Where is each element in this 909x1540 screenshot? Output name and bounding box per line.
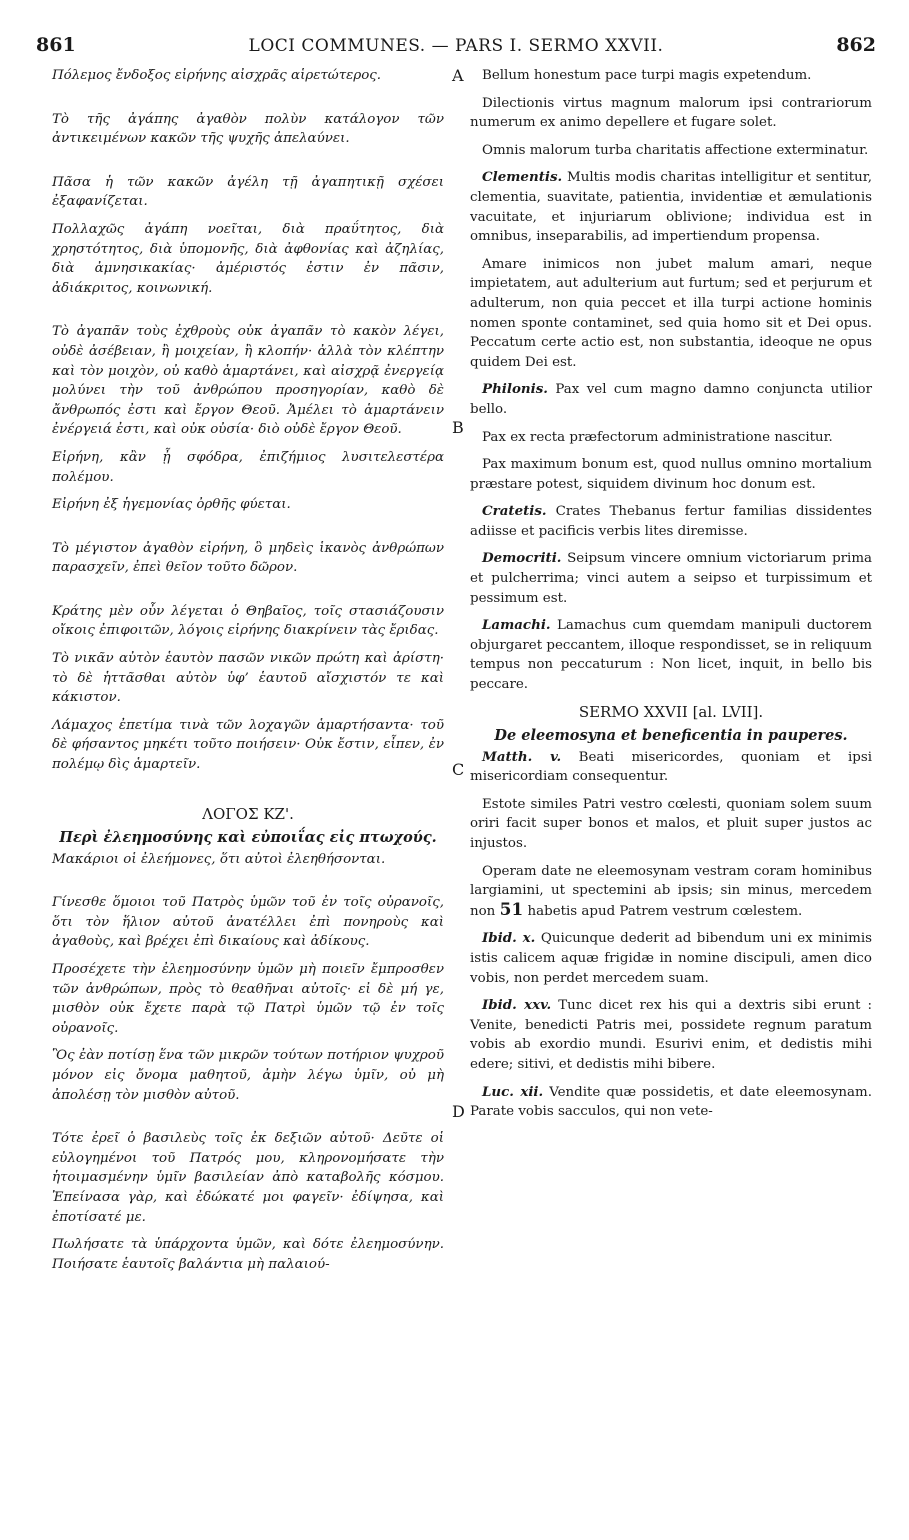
latin-text: Pax vel cum magno damno conjuncta utilior bello. (470, 382, 872, 417)
greek-paragraph: Τὸ ἀγαπᾶν τοὺς ἐχθροὺς οὐκ ἀγαπᾶν τὸ κακὸν λέγει, οὐδὲ ἀσέβειαν, ἢ μοιχείαν, ἢ κλοπήν· ἀλλὰ τὸν κλέπτην καὶ τὸν μοιχὸν, οὐ καθὸ ἁμαρτάνει, καὶ αἰσχρᾷ ἐνεργείᾳ μολύνει τὴν τοῦ ἀνθρώπου προσηγορίαν, καθὸ δὲ ἄνθρωπός ἐστι καὶ ἔργον Θεοῦ. Ἀμέλει τὸ ἁμαρτάνειν ἐνέργειά ἐστι, καὶ οὐκ οὐσία· διὸ οὐδὲ ἔργον Θεοῦ. (52, 324, 444, 438)
page-number-right: 862 (836, 34, 876, 56)
greek-paragraph: Πολλαχῶς ἀγάπη νοεῖται, διὰ πραΰτητος, διὰ χρηστότητος, διὰ ὑπομονῆς, διὰ ἀφθονίας καὶ ἀζηλίας, διὰ ἀμνησικακίας· ἀμέριστός ἐστιν ἐν πᾶσιν, ἀδιάκριτος, κοινωνική. (52, 221, 444, 296)
latin-paragraph (470, 502, 872, 541)
greek-column (52, 66, 444, 1282)
latin-paragraph (470, 616, 872, 694)
greek-section-subtitle: Περὶ ἐλεημοσύνης καὶ εὐποιΐας εἰς πτωχούς. (59, 828, 437, 846)
greek-paragraph: Μακάριοι οἱ ἐλεήμονες, ὅτι αὐτοὶ ἐλεηθήσονται. (52, 851, 386, 867)
marginal-number: 51 (499, 899, 524, 920)
latin-paragraph (470, 929, 872, 988)
greek-paragraph: Πόλεμος ἔνδοξος εἰρήνης αἰσχρᾶς αἱρετώτερος. (52, 68, 382, 83)
latin-text: Tunc dicet rex his qui a dextris sibi erunt : Venite, benedicti Patris mei, possidete regnum paratum vobis ab exordio mundi. Esurivi enim, et dedistis mihi edere; sitivi, et dedistis mihi bibere. (470, 998, 873, 1072)
source-attribution: Lamachi. (482, 617, 551, 634)
latin-paragraph (470, 1083, 872, 1122)
greek-paragraph: Προσέχετε τὴν ἐλεημοσύνην ὑμῶν μὴ ποιεῖν ἔμπροσθεν τῶν ἀνθρώπων, πρὸς τὸ θεαθῆναι αὐτοῖς· εἰ δὲ μή γε, μισθὸν οὐκ ἔχετε παρὰ τῷ Πατρὶ ὑμῶν τῷ ἐν τοῖς οὐρανοῖς. (52, 962, 444, 1036)
greek-paragraph: Πᾶσα ἡ τῶν κακῶν ἀγέλη τῇ ἀγαπητικῇ σχέσει ἐξαφανίζεται. (52, 174, 444, 210)
latin-text: Seipsum vincere omnium victoriarum prima et pulcherrima; vinci autem a seipso et turpissimum et pessimum est. (470, 551, 873, 606)
latin-text: habetis apud Patrem vestrum cœlestem. (527, 903, 803, 919)
source-attribution: Cratetis. (482, 503, 547, 520)
greek-paragraph: Ὃς ἐὰν ποτίσῃ ἕνα τῶν μικρῶν τούτων ποτήριον ψυχροῦ μόνον εἰς ὄνομα μαθητοῦ, ἀμὴν λέγω ὑμῖν, οὐ μὴ ἀπολέσῃ τὸν μισθὸν αὐτοῦ. (52, 1048, 444, 1103)
source-attribution: Democriti. (482, 550, 562, 567)
source-attribution: Matth. v. (482, 748, 562, 765)
latin-text: Multis modis charitas intelligitur et sentitur, clementia, suavitate, patientia, invidentiæ et æmulationis vacuitate, et injuriarum oblivione; individua est in omnibus, inseparabilis, ad impertiendum propensa. (470, 170, 872, 245)
latin-paragraph (470, 168, 872, 246)
greek-paragraph: Τὸ νικᾶν αὐτὸν ἑαυτὸν πασῶν νικῶν πρώτη καὶ ἀρίστη· τὸ δὲ ἡττᾶσθαι αὐτὸν ὑφ’ ἑαυτοῦ αἴσχιστόν τε καὶ κάκιστον. (52, 651, 444, 706)
latin-column (470, 66, 872, 1130)
latin-text: Crates Thebanus fertur familias dissidentes adiisse et pacificis verbis lites diremisse. (470, 504, 872, 539)
latin-paragraph (470, 748, 872, 787)
latin-paragraph: Dilectionis virtus magnum malorum ipsi contrariorum numerum ex animo depellere et fugare solet. (470, 95, 872, 131)
latin-text: Vendite quæ possidetis, et date eleemosynam. Parate vobis sacculos, qui non vete- (470, 1084, 872, 1120)
latin-paragraph (470, 549, 872, 608)
greek-paragraph: Πωλήσατε τὰ ὑπάρχοντα ὑμῶν, καὶ δότε ἐλεημοσύνην. Ποιήσατε ἑαυτοῖς βαλάντια μὴ παλαιού- (52, 1237, 444, 1272)
latin-paragraph (470, 996, 872, 1074)
source-attribution: Luc. xii. (482, 1083, 544, 1100)
latin-paragraph: Omnis malorum turba charitatis affectione exterminatur. (482, 142, 869, 158)
source-attribution: Ibid. x. (482, 930, 536, 947)
margin-letter-d: D (452, 1102, 465, 1121)
latin-section-subtitle: De eleemosyna et beneficentia in pauperes. (494, 726, 848, 744)
latin-text: Beati misericordes, quoniam et ipsi misericordiam consequentur. (470, 749, 872, 785)
greek-paragraph: Εἰρήνη ἐξ ἡγεμονίας ὀρθῆς φύεται. (52, 497, 291, 513)
latin-paragraph: Bellum honestum pace turpi magis expetendum. (482, 68, 812, 83)
greek-paragraph: Τὸ μέγιστον ἀγαθὸν εἰρήνη, ὃ μηδεὶς ἱκανὸς ἀνθρώπων παρασχεῖν, ἐπεὶ θεῖον τοῦτο δῶρον. (52, 540, 444, 576)
source-attribution: Ibid. xxv. (482, 997, 552, 1014)
greek-paragraph: Λάμαχος ἐπετίμα τινὰ τῶν λοχαγῶν ἁμαρτήσαντα· τοῦ δὲ φήσαντος μηκέτι τοῦτο ποιήσειν· Οὐκ ἔστιν, εἶπεν, ἐν πολέμῳ δὶς ἁμαρτεῖν. (52, 717, 444, 773)
latin-text: Operam date ne eleemosynam vestram coram hominibus largiamini, ut spectemini ab ipsis; sin minus, mercedem non (470, 863, 872, 919)
greek-paragraph: Κράτης μὲν οὖν λέγεται ὁ Θηβαῖος, τοῖς στασιάζουσιν οἴκοις ἐπιφοιτῶν, λόγοις εἰρήνης διακρίνειν τὰς ἔριδας. (52, 603, 444, 639)
greek-paragraph: Τὸ τῆς ἀγάπης ἀγαθὸν πολὺν κατάλογον τῶν ἀντικειμένων κακῶν τῆς ψυχῆς ἀπελαύνει. (52, 111, 444, 147)
margin-letter-a: A (452, 66, 464, 85)
greek-paragraph: Γίνεσθε ὅμοιοι τοῦ Πατρὸς ὑμῶν τοῦ ἐν τοῖς οὐρανοῖς, ὅτι τὸν ἥλιον αὐτοῦ ἀνατέλλει ἐπὶ πονηροὺς καὶ ἀγαθοὺς, καὶ βρέχει ἐπὶ δικαίους καὶ ἀδίκους. (52, 895, 444, 950)
margin-letter-c: C (452, 760, 465, 779)
page-header (36, 34, 876, 62)
source-attribution: Philonis. (482, 381, 548, 398)
margin-letter-b: B (452, 418, 464, 437)
latin-paragraph: Pax maximum bonum est, quod nullus omnino mortalium præstare potest, siquidem divinum hoc donum est. (470, 457, 872, 492)
source-attribution: Clementis. (482, 169, 563, 186)
latin-paragraph (470, 862, 872, 922)
latin-paragraph (470, 380, 872, 419)
greek-paragraph: Τότε ἐρεῖ ὁ βασιλεὺς τοῖς ἐκ δεξιῶν αὐτοῦ· Δεῦτε οἱ εὐλογημένοι τοῦ Πατρός μου, κληρονομήσατε τὴν ἡτοιμασμένην ὑμῖν βασιλείαν ἀπὸ καταβολῆς κόσμου. Ἐπείνασα γὰρ, καὶ ἐδώκατέ μοι φαγεῖν· ἐδίψησα, καὶ ἐποτίσατέ με. (52, 1131, 444, 1225)
latin-paragraph: Amare inimicos non jubet malum amari, neque impietatem, aut adulterium aut furtum; sed et perjurum et adulterum, non quia peccet et illa turpi actione hominis nomen sponte contaminet, sed quia homo sit et Dei opus. Peccatum certe actio est, non substantia, ideoque ne opus quidem Dei est. (470, 256, 872, 370)
greek-section-heading: ΛΟΓΟΣ ΚΖ'. (202, 804, 294, 823)
greek-paragraph: Εἰρήνη, κἂν ᾖ σφόδρα, ἐπιζήμιος λυσιτελεστέρα πολέμου. (52, 449, 444, 485)
latin-text: Quicunque dederit ad bibendum uni ex minimis istis calicem aquæ frigidæ in nomine discipuli, amen dico vobis, non perdet mercedem suam. (470, 931, 872, 986)
latin-paragraph: Estote similes Patri vestro cœlesti, quoniam solem suum oriri facit super bonos et malos, et pluit super justos ac injustos. (470, 796, 872, 851)
running-title: LOCI COMMUNES. — PARS I. SERMO XXVII. (248, 36, 664, 56)
page-number-left: 861 (36, 34, 76, 56)
latin-paragraph: Pax ex recta præfectorum administratione nascitur. (482, 429, 833, 445)
latin-section-heading: SERMO XXVII [al. LVII]. (578, 702, 764, 721)
latin-text: Lamachus cum quemdam manipuli ductorem objurgaret peccantem, illoque respondisset, se in reliquum tempus non peccaturum : Non licet, inquit, in bello bis peccare. (470, 618, 872, 693)
